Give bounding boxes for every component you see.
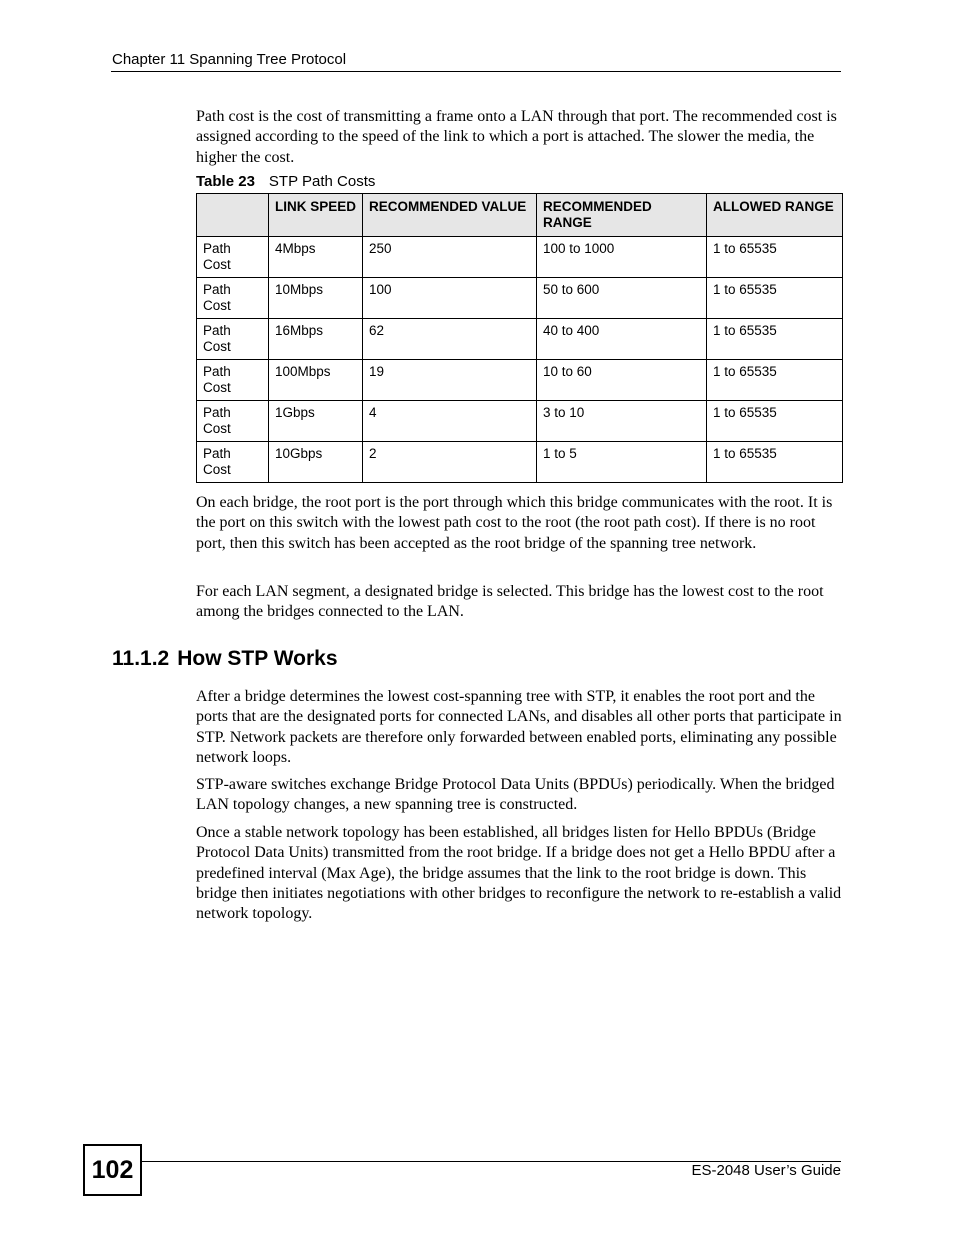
header-divider xyxy=(111,71,841,72)
table-cell: 1 to 65535 xyxy=(707,442,843,483)
designated-bridge-paragraph: For each LAN segment, a designated bridge is selected. This bridge has the lowest cost to the root among the bridges connected to the LAN. xyxy=(196,583,824,621)
table-cell: 1 to 5 xyxy=(537,442,707,483)
section-heading xyxy=(112,647,338,671)
table-cell: 10Gbps xyxy=(269,442,363,483)
table-cell: 3 to 10 xyxy=(537,401,707,442)
stp-path-costs-table xyxy=(196,193,843,483)
table-cell: 4 xyxy=(363,401,537,442)
header-cell-allowed-range: ALLOWED RANGE xyxy=(707,194,843,237)
table-row xyxy=(197,237,843,278)
table-cell: 4Mbps xyxy=(269,237,363,278)
page-number: 102 xyxy=(83,1144,142,1196)
section-paragraph-1: After a bridge determines the lowest cost-spanning tree with STP, it enables the root port and the ports that are the designated ports for connected LANs, and disables all other ports that participate in STP. Network packets are therefore only forwarded between enabled ports, eliminating any possible network loops. xyxy=(196,688,842,766)
table-cell: 1 to 65535 xyxy=(707,278,843,319)
table-cell: 1 to 65535 xyxy=(707,319,843,360)
guide-title: ES-2048 User’s Guide xyxy=(691,1162,841,1179)
table-cell: Path Cost xyxy=(197,401,269,442)
table-row xyxy=(197,278,843,319)
header-cell-link-speed: LINK SPEED xyxy=(269,194,363,237)
table-cell: Path Cost xyxy=(197,319,269,360)
table-cell: 1Gbps xyxy=(269,401,363,442)
table-cell: Path Cost xyxy=(197,360,269,401)
table-row xyxy=(197,401,843,442)
table-row xyxy=(197,360,843,401)
section-paragraph-2: STP-aware switches exchange Bridge Protocol Data Units (BPDUs) periodically. When the bridged LAN topology changes, a new spanning tree is constructed. xyxy=(196,776,835,814)
running-header: Chapter 11 Spanning Tree Protocol xyxy=(112,51,347,68)
table-cell: 2 xyxy=(363,442,537,483)
header-cell-recommended-range: RECOMMENDED RANGE xyxy=(537,194,707,237)
table-cell: 10Mbps xyxy=(269,278,363,319)
table-cell: 62 xyxy=(363,319,537,360)
table-row xyxy=(197,319,843,360)
table-caption-number: Table 23 xyxy=(196,173,255,190)
table-row xyxy=(197,442,843,483)
table-cell: 100 xyxy=(363,278,537,319)
table-cell: 40 to 400 xyxy=(537,319,707,360)
header-cell-recommended-value: RECOMMENDED VALUE xyxy=(363,194,537,237)
table-cell: 10 to 60 xyxy=(537,360,707,401)
section-paragraph-3: Once a stable network topology has been established, all bridges listen for Hello BPDUs (Bridge Protocol Data Units) transmitted from the root bridge. If a bridge does not get a Hello BPDU after a predefined interval (Max Age), the bridge assumes that the link to the root bridge is down. This bridge then initiates negotiations with other bridges to reconfigure the network to re-establish a valid network topology. xyxy=(196,824,842,923)
header-cell-blank xyxy=(197,194,269,237)
table-cell: Path Cost xyxy=(197,442,269,483)
section-title: How STP Works xyxy=(177,647,338,670)
table-caption-title: STP Path Costs xyxy=(268,173,376,190)
table-cell: Path Cost xyxy=(197,278,269,319)
table-cell: 1 to 65535 xyxy=(707,237,843,278)
table-cell: 100Mbps xyxy=(269,360,363,401)
table-caption xyxy=(196,173,375,190)
table-cell: 1 to 65535 xyxy=(707,401,843,442)
root-port-paragraph: On each bridge, the root port is the port through which this bridge communicates with the root. It is the port on this switch with the lowest path cost to the root (the root path cost). If there is no root port, then this switch has been accepted as the root bridge of the spanning tree network. xyxy=(196,494,833,552)
table-cell: Path Cost xyxy=(197,237,269,278)
table-cell: 100 to 1000 xyxy=(537,237,707,278)
intro-paragraph: Path cost is the cost of transmitting a frame onto a LAN through that port. The recommended cost is assigned according to the speed of the link to which a port is attached. The slower the media, the higher the cost. xyxy=(196,108,837,166)
section-number: 11.1.2 xyxy=(112,647,170,670)
table-cell: 16Mbps xyxy=(269,319,363,360)
table-cell: 19 xyxy=(363,360,537,401)
table-header-row xyxy=(197,194,843,237)
table-cell: 250 xyxy=(363,237,537,278)
table-cell: 1 to 65535 xyxy=(707,360,843,401)
table-cell: 50 to 600 xyxy=(537,278,707,319)
